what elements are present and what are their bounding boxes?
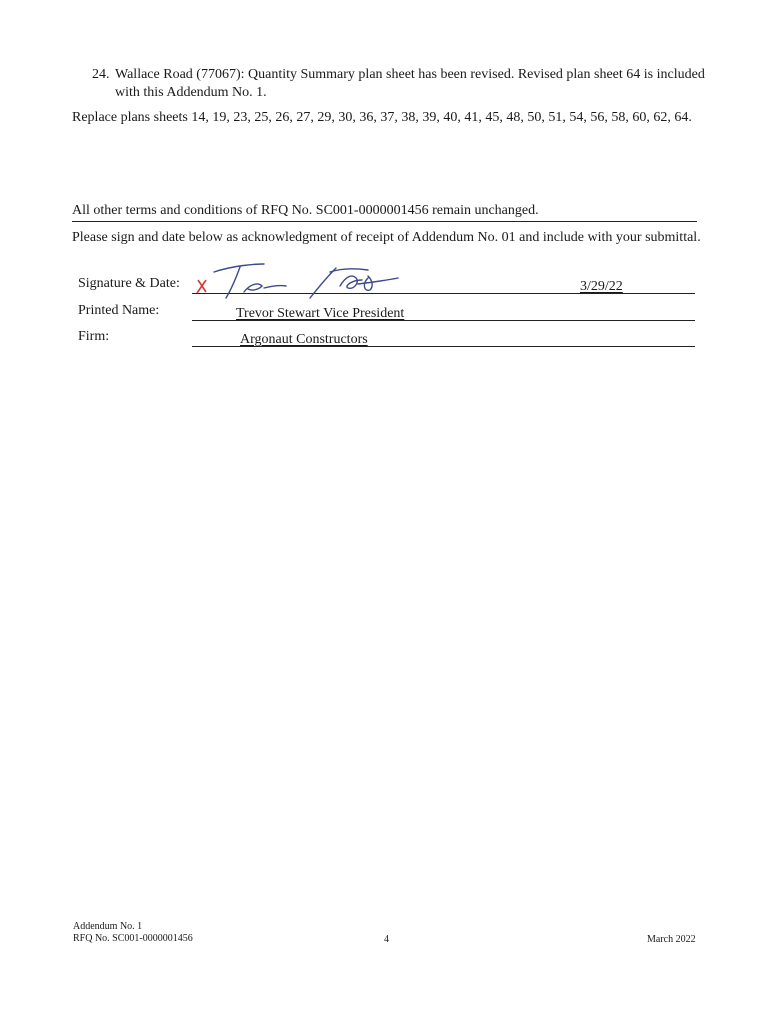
footer-rfq: RFQ No. SC001-0000001456 bbox=[73, 933, 193, 944]
firm-row bbox=[78, 325, 698, 349]
signature-label: Signature & Date: bbox=[78, 276, 180, 291]
signature-strokes bbox=[214, 264, 398, 298]
firm-value: Argonaut Constructors bbox=[240, 332, 368, 347]
list-item-text: Wallace Road (77067): Quantity Summary plan sheet has been revised. Revised plan sheet 64 is included with this Addendum No. 1. bbox=[115, 67, 705, 100]
signature-date-value: 3/29/22 bbox=[580, 279, 623, 294]
list-item-number: 24. bbox=[92, 67, 110, 82]
printed-name-label: Printed Name: bbox=[78, 303, 160, 318]
footer-date: March 2022 bbox=[647, 934, 696, 945]
handwritten-signature bbox=[192, 258, 412, 302]
list-item-24 bbox=[92, 66, 712, 102]
x-mark-icon bbox=[197, 280, 206, 293]
footer-left bbox=[73, 921, 193, 945]
acknowledgment-instructions: Please sign and date below as acknowledgment of receipt of Addendum No. 01 and include with your submittal. bbox=[72, 230, 701, 245]
printed-name-value: Trevor Stewart Vice President bbox=[236, 306, 405, 321]
terms-statement: All other terms and conditions of RFQ No. SC001-0000001456 remain unchanged. bbox=[72, 202, 697, 222]
footer-addendum: Addendum No. 1 bbox=[73, 921, 143, 932]
footer-page-number: 4 bbox=[384, 934, 389, 945]
replace-sheets-paragraph: Replace plans sheets 14, 19, 23, 25, 26, 27, 29, 30, 36, 37, 38, 39, 40, 41, 45, 48, 50, 51, 54, 56, 58, 60, 62, 64. bbox=[72, 110, 692, 125]
printed-name-row bbox=[78, 299, 698, 323]
firm-label: Firm: bbox=[78, 329, 110, 344]
